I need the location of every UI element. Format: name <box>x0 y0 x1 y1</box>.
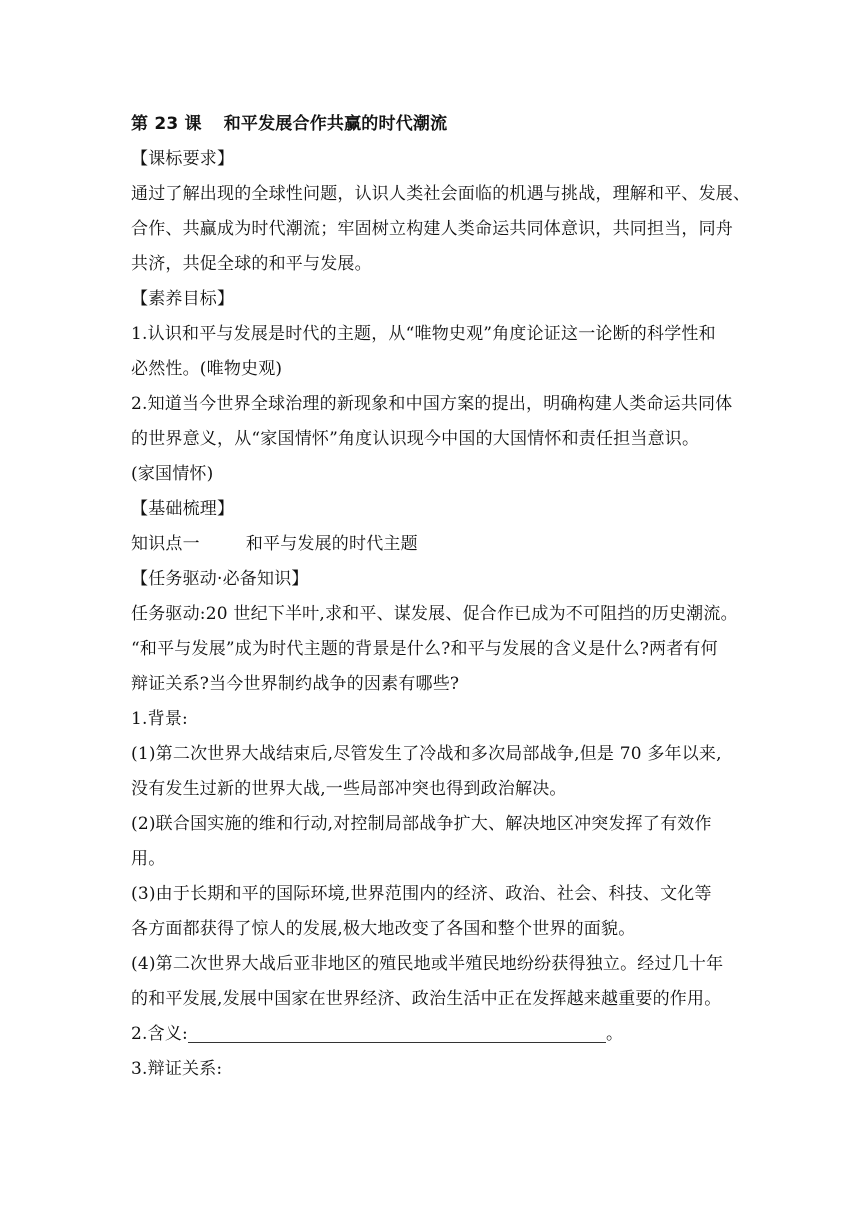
meaning-line <box>131 1017 736 1052</box>
background-line: (3)由于长期和平的国际环境,世界范围内的经济、政治、社会、科技、文化等 <box>131 884 712 904</box>
goal-line: 必然性。(唯物史观) <box>131 359 283 379</box>
knowledge-point-heading <box>131 527 736 562</box>
background-line: (1)第二次世界大战结束后,尽管发生了冷战和多次局部战争,但是 70 多年以来, <box>131 744 722 764</box>
section-heading-curriculum: 【课标要求】 <box>131 149 235 169</box>
section-heading-task: 【任务驱动·必备知识】 <box>131 569 309 589</box>
goal-line: 2.知道当今世界全球治理的新现象和中国方案的提出，明确构建人类命运共同体 <box>131 394 733 414</box>
curriculum-line: 通过了解出现的全球性问题，认识人类社会面临的机遇与挑战，理解和平、发展、 <box>131 184 751 204</box>
task-line: “和平与发展”成为时代主题的背景是什么?和平与发展的含义是什么?两者有何 <box>131 639 718 659</box>
goal-line: 的世界意义，从“家国情怀”角度认识现今中国的大国情怀和责任担当意识。 <box>131 429 700 449</box>
document-page <box>131 107 751 1087</box>
section-heading-basics: 【基础梳理】 <box>131 499 235 519</box>
background-line: 没有发生过新的世界大战,一些局部冲突也得到政治解决。 <box>131 779 567 799</box>
lesson-title-text: 和平发展合作共赢的时代潮流 <box>223 114 448 134</box>
meaning-end-mark: 。 <box>605 1024 624 1044</box>
background-line: 的和平发展,发展中国家在世界经济、政治生活中正在发挥越来越重要的作用。 <box>131 989 722 1009</box>
meaning-label: 2.含义: <box>131 1024 188 1044</box>
curriculum-line: 共济，共促全球的和平与发展。 <box>131 254 372 274</box>
meaning-answer-blank[interactable] <box>188 1020 606 1043</box>
relation-label: 3.辩证关系: <box>131 1059 223 1079</box>
section-heading-literacy: 【素养目标】 <box>131 289 235 309</box>
background-line: 用。 <box>131 849 166 869</box>
background-heading: 1.背景: <box>131 709 188 729</box>
curriculum-line: 合作、共赢成为时代潮流；牢固树立构建人类命运共同体意识，共同担当，同舟 <box>131 219 733 239</box>
background-line: (4)第二次世界大战后亚非地区的殖民地或半殖民地纷纷获得独立。经过几十年 <box>131 954 724 974</box>
task-line: 辩证关系?当今世界制约战争的因素有哪些? <box>131 674 460 694</box>
goal-line: 1.认识和平与发展是时代的主题，从“唯物史观”角度论证这一论断的科学性和 <box>131 324 716 344</box>
lesson-number: 第 23 课 <box>131 114 202 134</box>
background-line: (2)联合国实施的维和行动,对控制局部战争扩大、解决地区冲突发挥了有效作 <box>131 814 712 834</box>
lesson-title <box>131 107 736 142</box>
knowledge-point-label: 知识点一 <box>131 534 200 554</box>
goal-line: (家国情怀) <box>131 464 214 484</box>
task-line: 任务驱动:20 世纪下半叶,求和平、谋发展、促合作已成为不可阻挡的历史潮流。 <box>131 604 738 624</box>
knowledge-point-topic: 和平与发展的时代主题 <box>245 534 418 554</box>
background-line: 各方面都获得了惊人的发展,极大地改变了各国和整个世界的面貌。 <box>131 919 636 939</box>
